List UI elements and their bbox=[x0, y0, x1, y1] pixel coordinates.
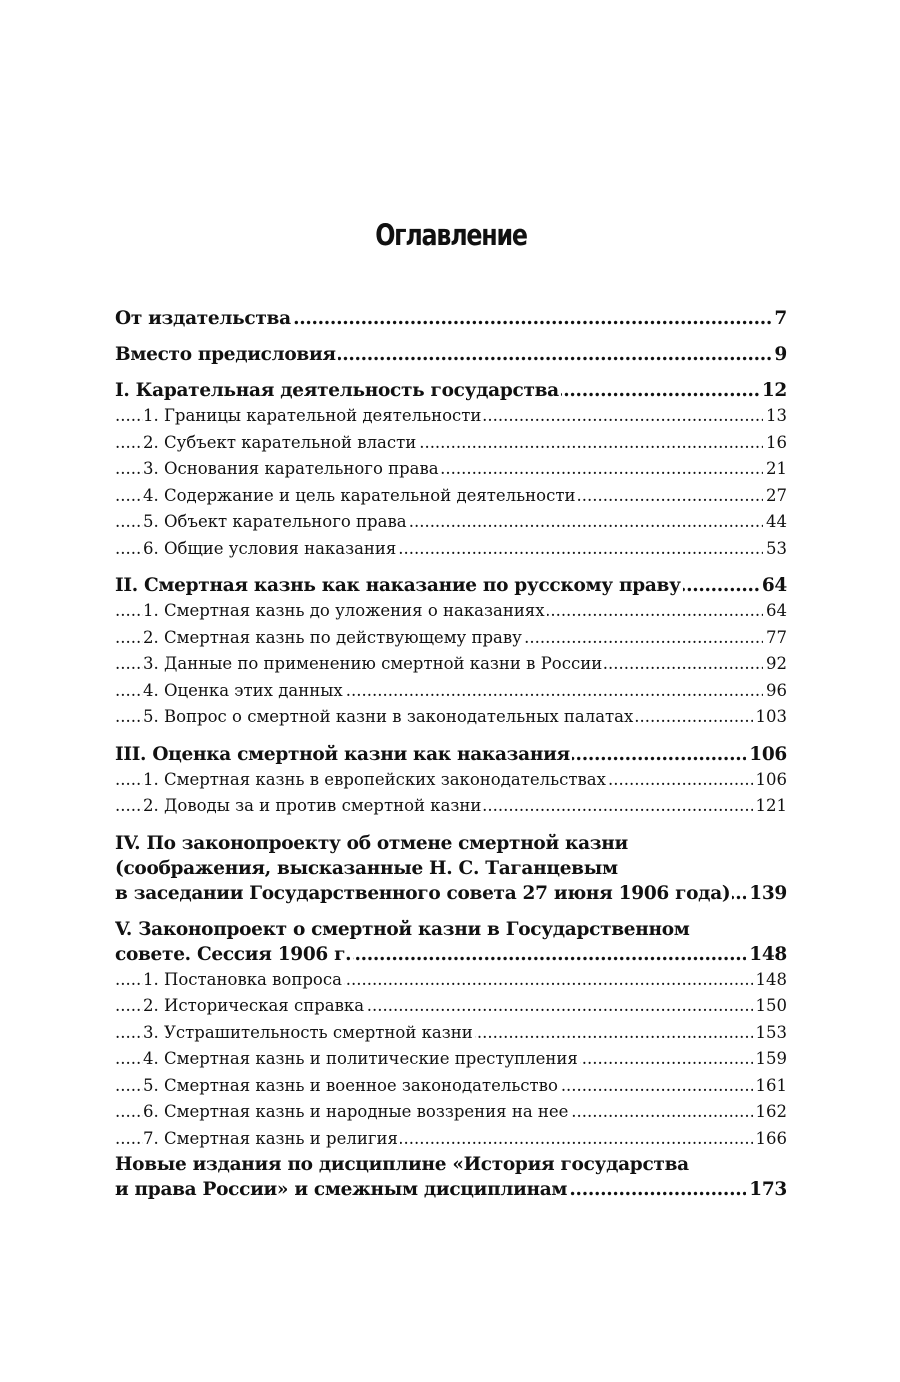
toc-subentry-text: 3. Устрашительность смертной казни bbox=[143, 1022, 473, 1042]
toc-section-multiline bbox=[115, 1152, 787, 1202]
toc-subentry-page: 148 bbox=[753, 967, 788, 994]
toc-subentry bbox=[115, 430, 787, 457]
toc-section bbox=[115, 378, 787, 403]
toc-subentry-text: 4. Оценка этих данных bbox=[143, 680, 343, 700]
toc-section bbox=[115, 573, 787, 598]
toc-subentry-text: 2. Историческая справка bbox=[143, 996, 365, 1015]
toc-subentry bbox=[115, 704, 787, 731]
toc-subentry-text: 5. Объект карательного права bbox=[143, 512, 407, 531]
toc-subentry bbox=[115, 509, 787, 536]
toc-section-line: IV. По законопроекту об отмене смертной казни bbox=[115, 832, 628, 854]
toc-section-line bbox=[115, 1177, 787, 1202]
toc-section-page: 64 bbox=[759, 573, 787, 598]
toc-subentry-page: 53 bbox=[763, 536, 787, 563]
toc-subentry-page: 162 bbox=[753, 1099, 788, 1126]
toc-entry-text: Вместо предисловия bbox=[115, 344, 336, 365]
toc-subentry-page: 64 bbox=[763, 598, 787, 625]
toc-section-text: II. Смертная казнь как наказание по русскому праву bbox=[115, 575, 681, 596]
toc-section-text: в заседании Государственного совета 27 июня 1906 года) bbox=[115, 882, 731, 904]
toc-subentry-page: 159 bbox=[753, 1046, 788, 1073]
toc-subentry-page: 153 bbox=[753, 1020, 788, 1047]
toc-subentry-text: 4. Содержание и цель карательной деятельности bbox=[143, 485, 576, 505]
toc-subentry bbox=[115, 651, 787, 678]
toc-section-multiline bbox=[115, 917, 787, 967]
toc-section-line: (соображения, высказанные Н. С. Таганцевым bbox=[115, 857, 618, 879]
toc-section-text: III. Оценка смертной казни как наказания bbox=[115, 743, 570, 765]
toc-subentry bbox=[115, 967, 787, 994]
toc-subentry-page: 27 bbox=[763, 483, 787, 510]
toc-subentry-page: 13 bbox=[763, 403, 787, 430]
toc-subentry-text: 3. Основания карательного права bbox=[143, 459, 439, 478]
toc-subentry-page: 121 bbox=[753, 793, 788, 820]
toc-subentry bbox=[115, 403, 787, 430]
toc-section bbox=[115, 742, 787, 767]
toc-subentry bbox=[115, 1099, 787, 1126]
toc-section-line bbox=[115, 942, 787, 967]
toc-subentry-page: 44 bbox=[763, 509, 787, 536]
toc-section-page: 106 bbox=[746, 742, 787, 767]
toc-entry-page: 9 bbox=[771, 342, 787, 367]
toc-subentry bbox=[115, 536, 787, 563]
toc-subentry-page: 106 bbox=[753, 767, 788, 794]
toc-subentry-text: 1. Смертная казнь в европейских законодательствах bbox=[143, 769, 606, 789]
toc-subentry bbox=[115, 1126, 787, 1153]
toc-subentry bbox=[115, 767, 787, 794]
toc-entry-text: От издательства bbox=[115, 308, 291, 329]
toc-section-page: 173 bbox=[746, 1177, 787, 1202]
toc-subentry-text: 4. Смертная казнь и политические преступления bbox=[143, 1049, 578, 1068]
toc-subentry-page: 103 bbox=[753, 704, 788, 731]
toc-section-line: Новые издания по дисциплине «История государства bbox=[115, 1154, 689, 1175]
toc-subentry-text: 2. Доводы за и против смертной казни bbox=[143, 796, 482, 815]
table-of-contents bbox=[115, 306, 787, 1202]
toc-subentry bbox=[115, 456, 787, 483]
toc-subentry-page: 77 bbox=[763, 625, 787, 652]
toc-entry bbox=[115, 342, 787, 367]
toc-subentry-text: 2. Смертная казнь по действующему праву bbox=[143, 627, 522, 647]
toc-section-page: 148 bbox=[746, 942, 787, 967]
toc-subentry-text: 2. Субъект карательной власти bbox=[143, 432, 417, 452]
toc-entry bbox=[115, 306, 787, 331]
toc-subentry-text: 1. Границы карательной деятельности bbox=[143, 406, 482, 425]
toc-entry-page: 7 bbox=[771, 306, 787, 331]
toc-subentry-text: 1. Смертная казнь до уложения о наказаниях bbox=[143, 601, 545, 620]
toc-section-text: совете. Сессия 1906 г. bbox=[115, 943, 352, 965]
toc-section-page: 139 bbox=[746, 881, 787, 906]
toc-subentry bbox=[115, 483, 787, 510]
toc-subentry-text: 5. Смертная казнь и военное законодательство bbox=[143, 1075, 558, 1095]
toc-subentry-text: 1. Постановка вопроса bbox=[143, 969, 342, 989]
toc-section-text: и права России» и смежным дисциплинам bbox=[115, 1179, 568, 1200]
toc-subentry-text: 6. Смертная казнь и народные воззрения на нее bbox=[143, 1102, 569, 1121]
toc-subentry bbox=[115, 1046, 787, 1073]
toc-subentry bbox=[115, 625, 787, 652]
toc-subentry-text: 7. Смертная казнь и религия bbox=[143, 1128, 398, 1148]
toc-section-text: I. Карательная деятельность государства bbox=[115, 380, 559, 401]
toc-subentry bbox=[115, 1073, 787, 1100]
page-title: Оглавление bbox=[375, 218, 527, 252]
toc-subentry bbox=[115, 678, 787, 705]
toc-subentry bbox=[115, 598, 787, 625]
toc-subentry-page: 92 bbox=[763, 651, 787, 678]
toc-subentry bbox=[115, 793, 787, 820]
toc-section-line: V. Законопроект о смертной казни в Государственном bbox=[115, 918, 690, 940]
toc-section-multiline bbox=[115, 831, 787, 906]
toc-subentry-page: 16 bbox=[763, 430, 787, 457]
toc-subentry-text: 6. Общие условия наказания bbox=[143, 538, 397, 558]
toc-subentry-page: 150 bbox=[753, 993, 788, 1020]
toc-subentry-page: 166 bbox=[753, 1126, 788, 1153]
toc-subentry bbox=[115, 1020, 787, 1047]
toc-subentry-text: 5. Вопрос о смертной казни в законодательных палатах bbox=[143, 707, 634, 726]
toc-subentry bbox=[115, 993, 787, 1020]
toc-subentry-page: 21 bbox=[763, 456, 787, 483]
toc-subentry-page: 161 bbox=[753, 1073, 788, 1100]
toc-section-line bbox=[115, 881, 787, 906]
toc-section-page: 12 bbox=[759, 378, 787, 403]
toc-subentry-page: 96 bbox=[763, 678, 787, 705]
toc-subentry-text: 3. Данные по применению смертной казни в России bbox=[143, 654, 603, 673]
